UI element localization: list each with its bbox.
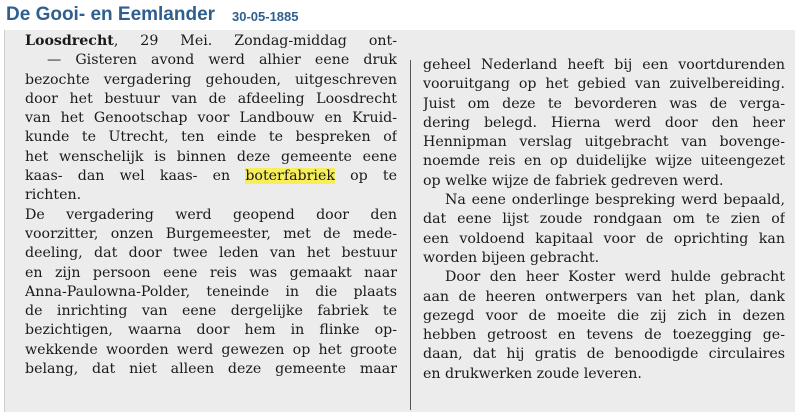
search-term-highlight: boterfabriek [245,168,335,185]
article-line: worden bijeen gebracht. [423,249,600,266]
publication-date: 30-05-1885 [232,9,299,24]
article-line: de inrichting van eene dergelijke fabriek te [25,303,397,320]
article-line: op welke wijze de fabriek gedreven werd. [423,172,724,189]
article-line: gezegd voor de moeite die zij zich in dezen [423,307,785,324]
newspaper-clipping [4,30,795,412]
article-column-left [25,32,397,379]
article-line: Loosdrecht, 29 Mei. Zondag-middag ont- [25,33,397,49]
article-line: — Gisteren avond werd alhier eene druk [47,52,397,69]
article-line: en zijn persoon eene reis was gemaakt naar [25,264,397,281]
article-line: van het Genootschap voor Landbouw en Kruid- [25,110,397,127]
dateline-place: Loosdrecht [25,33,114,49]
article-line: bezochte vergadering gehouden, uitgeschreven [25,71,397,88]
article-line: een voldoend kapitaal voor de oprichting kan [423,230,785,247]
article-line: Na eene onderlinge bespreking werd bepaald, [445,192,785,209]
article-line: en drukwerken zoude leveren. [423,365,642,382]
article-line: belang, dat niet alleen deze gemeente maar [25,361,397,378]
article-line: dat eene lijst zoude rondgaan om te zien of [423,211,785,228]
article-line: dering belegd. Hierna werd door den heer [423,114,785,131]
article-line: hebben getroost en tevens de toezegging ge- [423,327,785,344]
article-column-right [423,56,785,384]
article-line: wekkende woorden werd gewezen op het groote [25,341,397,358]
article-line: Juist om deze te bevorderen was de verga- [423,95,785,112]
article-line: kaas- dan wel kaas- en boterfabriek op te [25,168,397,185]
article-line: aan de heeren ontwerpers van het plan, dank [423,288,785,305]
article-line: Door den heer Koster werd hulde gebracht [445,269,785,286]
article-line: richten. [25,187,82,204]
article-line: voorzitter, onzen Burgemeester, met de mede- [25,225,397,242]
article-line: het wenschelijk is binnen deze gemeente eene [25,148,397,165]
article-line: noemde reis en op duidelijke wijze uiteengezet [423,153,785,170]
article-line: deeling, dat door twee leden van het bestuur [25,245,397,262]
article-line: vooruitgang op het gebied van zuivelbereiding. [423,76,785,93]
article-line: daan, dat hij gratis de benoodigde circulaires [423,346,785,363]
article-line: De vergadering werd geopend door den [25,206,397,223]
clipping-header [0,0,800,30]
article-line: geheel Nederland heeft bij een voortdurenden [423,57,785,73]
article-line: Anna-Paulowna-Polder, teneinde in die plaats [25,283,397,300]
newspaper-title: De Gooi- en Eemlander [6,4,216,25]
article-line: Hennipman verslag uitgebracht van bovenge- [423,134,785,151]
article-line: bezichtigen, waarna door hem in flinke op- [25,322,397,339]
article-line: kunde te Utrecht, ten einde te bespreken of [25,129,397,146]
column-divider [410,60,411,410]
article-line: door het bestuur van de afdeeling Loosdrecht [25,90,397,107]
